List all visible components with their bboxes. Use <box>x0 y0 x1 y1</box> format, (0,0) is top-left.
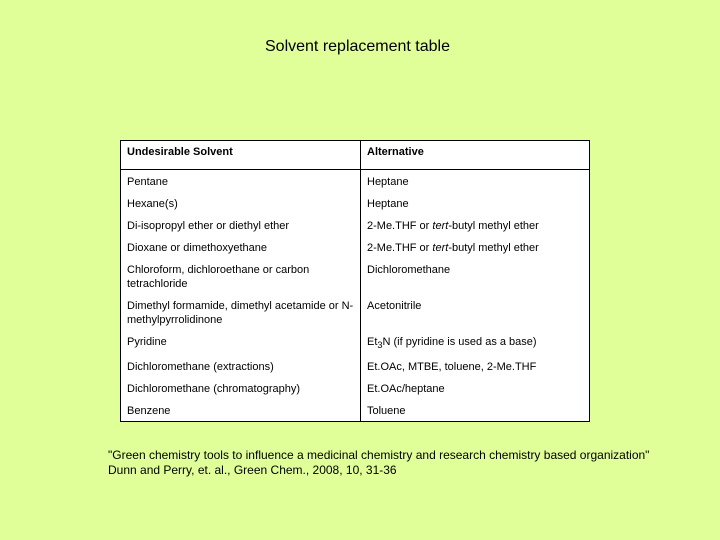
undesirable-cell: Dioxane or dimethoxyethane <box>121 237 361 259</box>
alternative-cell <box>361 331 590 356</box>
undesirable-cell: Di-isopropyl ether or diethyl ether <box>121 215 361 237</box>
undesirable-cell: Pentane <box>121 170 361 194</box>
alternative-text: N (if pyridine is used as a base) <box>382 336 537 348</box>
alternative-cell: Heptane <box>361 170 590 194</box>
alternative-cell: Et.OAc, MTBE, toluene, 2-Me.THF <box>361 356 590 378</box>
undesirable-cell: Dichloromethane (extractions) <box>121 356 361 378</box>
table-header-row <box>121 141 590 170</box>
alternative-cell: Heptane <box>361 193 590 215</box>
alternative-text: -butyl methyl ether <box>448 220 539 232</box>
table-row <box>121 400 590 422</box>
citation <box>108 448 708 478</box>
undesirable-cell: Dimethyl formamide, dimethyl acetamide or N-methylpyrrolidinone <box>121 295 361 331</box>
table-row <box>121 356 590 378</box>
table-row <box>121 378 590 400</box>
alternative-cell: Et.OAc/heptane <box>361 378 590 400</box>
undesirable-cell: Dichloromethane (chromatography) <box>121 378 361 400</box>
table-row <box>121 259 590 295</box>
alternative-subscript: 3 <box>377 340 383 351</box>
table-row <box>121 193 590 215</box>
undesirable-cell: Pyridine <box>121 331 361 356</box>
citation-title: "Green chemistry tools to influence a medicinal chemistry and research chemistry based organization" <box>108 448 650 462</box>
solvent-replacement-table <box>120 140 590 422</box>
alternative-text: 2-Me.THF or <box>367 220 433 232</box>
alternative-cell: Dichloromethane <box>361 259 590 295</box>
page-title: Solvent replacement table <box>265 38 450 55</box>
table-row <box>121 215 590 237</box>
alternative-cell <box>361 237 590 259</box>
column-header-undesirable: Undesirable Solvent <box>121 141 361 170</box>
alternative-cell: Acetonitrile <box>361 295 590 331</box>
alternative-cell <box>361 215 590 237</box>
table-row <box>121 331 590 356</box>
alternative-text: Et <box>367 336 378 348</box>
table-row <box>121 295 590 331</box>
alternative-text: 2-Me.THF or <box>367 242 433 254</box>
alternative-italic-text: tert <box>432 242 449 254</box>
alternative-text: -butyl methyl ether <box>448 242 539 254</box>
alternative-italic-text: tert <box>432 220 449 232</box>
undesirable-cell: Chloroform, dichloroethane or carbon tetrachloride <box>121 259 361 295</box>
column-header-alternative: Alternative <box>361 141 590 170</box>
table-row <box>121 237 590 259</box>
citation-reference: Dunn and Perry, et. al., Green Chem., 2008, 10, 31-36 <box>108 463 397 477</box>
undesirable-cell: Benzene <box>121 400 361 422</box>
table-row <box>121 170 590 194</box>
undesirable-cell: Hexane(s) <box>121 193 361 215</box>
alternative-cell: Toluene <box>361 400 590 422</box>
